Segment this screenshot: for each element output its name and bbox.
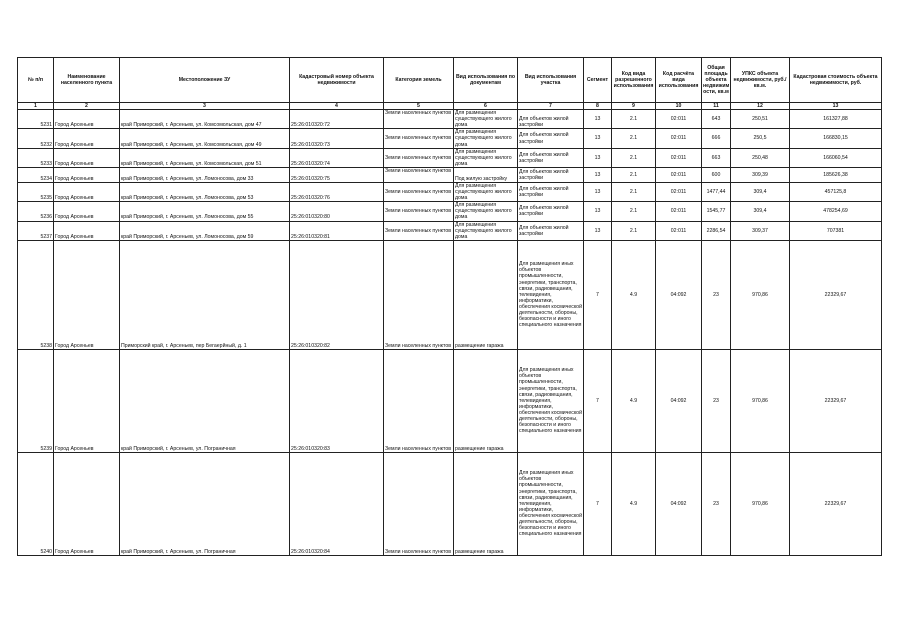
cell-use-code: 2.1 [612, 129, 656, 148]
cell-segment: 13 [584, 221, 612, 240]
cell-category: Земли населенных пунктов [384, 129, 454, 148]
header-cell: № п/п [18, 58, 54, 103]
table-row [18, 110, 882, 129]
cell-upks: 250,5 [731, 129, 790, 148]
cell-cost: 707381 [790, 221, 882, 240]
cell-cadastral-number: 25:26:010320:84 [290, 452, 384, 555]
cell-doc-use: Для размещения существующего жилого дома [454, 110, 518, 129]
cell-location: край Приморский, г. Арсеньев, ул. Пограничная [120, 452, 290, 555]
cell-actual-use: Для объектов жилой застройки [518, 221, 584, 240]
table-row [18, 202, 882, 221]
column-number: 3 [120, 103, 290, 110]
column-number: 2 [54, 103, 120, 110]
cell-city: Город Арсеньев [54, 452, 120, 555]
cell-area: 1477,44 [702, 182, 731, 201]
cell-cost: 22329,67 [790, 349, 882, 452]
cell-segment: 13 [584, 182, 612, 201]
cell-calc-code: 02:011 [656, 129, 702, 148]
cell-doc-use: размещение гаража [454, 240, 518, 349]
cell-use-code: 2.1 [612, 110, 656, 129]
cell-doc-use: Для размещения существующего жилого дома [454, 202, 518, 221]
cell-doc-use: Для размещения существующего жилого дома [454, 148, 518, 167]
cell-city: Город Арсеньев [54, 129, 120, 148]
cell-cost: 22329,67 [790, 240, 882, 349]
cell-doc-use: Под жилую застройку [454, 167, 518, 182]
header-cell: Код расчёта вида использования [656, 58, 702, 103]
cell-segment: 13 [584, 148, 612, 167]
cell-cadastral-number: 25:26:010320:72 [290, 110, 384, 129]
cell-city: Город Арсеньев [54, 110, 120, 129]
column-number: 8 [584, 103, 612, 110]
cell-calc-code: 02:011 [656, 167, 702, 182]
cell-segment: 13 [584, 110, 612, 129]
cell-cost: 22329,67 [790, 452, 882, 555]
cell-cost: 457125,8 [790, 182, 882, 201]
cell-area: 643 [702, 110, 731, 129]
cell-category: Земли населенных пунктов [384, 182, 454, 201]
cell-cadastral-number: 25:26:010320:73 [290, 129, 384, 148]
cell-calc-code: 02:011 [656, 182, 702, 201]
cell-location: край Приморский, г. Арсеньев, ул. Пограничная [120, 349, 290, 452]
cell-area: 600 [702, 167, 731, 182]
cell-location: край Приморский, г. Арсеньев, ул. Ломоносова, дом 55 [120, 202, 290, 221]
table-row [18, 240, 882, 349]
header-cell: Категория земель [384, 58, 454, 103]
cell-category: Земли населенных пунктов [384, 349, 454, 452]
cell-number: 5234 [18, 167, 54, 182]
cell-use-code: 2.1 [612, 202, 656, 221]
cell-calc-code: 04:092 [656, 349, 702, 452]
cell-use-code: 4.9 [612, 349, 656, 452]
cell-number: 5232 [18, 129, 54, 148]
cell-area: 1545,77 [702, 202, 731, 221]
cell-doc-use: Для размещения существующего жилого дома [454, 129, 518, 148]
cell-location: край Приморский, г. Арсеньев, ул. Комсомольская, дом 47 [120, 110, 290, 129]
cell-calc-code: 02:011 [656, 202, 702, 221]
cell-actual-use: Для объектов жилой застройки [518, 110, 584, 129]
cell-doc-use: Для размещения существующего жилого дома [454, 221, 518, 240]
cell-calc-code: 04:092 [656, 452, 702, 555]
cell-actual-use: Для объектов жилой застройки [518, 167, 584, 182]
cell-use-code: 2.1 [612, 221, 656, 240]
cell-number: 5237 [18, 221, 54, 240]
cell-category: Земли населенных пунктов [384, 167, 454, 182]
cell-area: 23 [702, 452, 731, 555]
cell-actual-use: Для объектов жилой застройки [518, 202, 584, 221]
cell-cadastral-number: 25:26:010320:76 [290, 182, 384, 201]
cell-area: 23 [702, 240, 731, 349]
cell-number: 5235 [18, 182, 54, 201]
cell-actual-use: Для размещения иных объектов промышленности, энергетики, транспорта, связи, радиовещания, телевидения, информатики, обеспечения космической деятельности, обороны, безопасности и иного специального назначения [518, 349, 584, 452]
header-cell: Кадастровая стоимость объекта недвижимости, руб. [790, 58, 882, 103]
cell-cost: 161327,88 [790, 110, 882, 129]
cell-cost: 478254,69 [790, 202, 882, 221]
cell-city: Город Арсеньев [54, 148, 120, 167]
column-number: 4 [290, 103, 384, 110]
cell-segment: 13 [584, 167, 612, 182]
cell-calc-code: 02:011 [656, 148, 702, 167]
cell-upks: 970,86 [731, 452, 790, 555]
column-number: 6 [454, 103, 518, 110]
cell-cadastral-number: 25:26:010320:74 [290, 148, 384, 167]
cell-upks: 250,48 [731, 148, 790, 167]
cell-doc-use: размещение гаража [454, 452, 518, 555]
cell-location: край Приморский, г. Арсеньев, ул. Ломоносова, дом 33 [120, 167, 290, 182]
cell-upks: 309,37 [731, 221, 790, 240]
cell-calc-code: 04:092 [656, 240, 702, 349]
cell-city: Город Арсеньев [54, 240, 120, 349]
cell-doc-use: размещение гаража [454, 349, 518, 452]
cell-city: Город Арсеньев [54, 182, 120, 201]
cell-city: Город Арсеньев [54, 221, 120, 240]
cell-area: 2286,54 [702, 221, 731, 240]
cell-use-code: 2.1 [612, 167, 656, 182]
cell-location: край Приморский, г. Арсеньев, ул. Ломоносова, дом 53 [120, 182, 290, 201]
cell-location: край Приморский, г. Арсеньев, ул. Ломоносова, дом 59 [120, 221, 290, 240]
cell-use-code: 2.1 [612, 148, 656, 167]
table-row [18, 182, 882, 201]
cell-number: 5238 [18, 240, 54, 349]
cell-upks: 309,39 [731, 167, 790, 182]
cell-segment: 13 [584, 202, 612, 221]
cell-cadastral-number: 25:26:010320:81 [290, 221, 384, 240]
cell-cost: 185626,38 [790, 167, 882, 182]
cell-actual-use: Для объектов жилой застройки [518, 148, 584, 167]
cell-cadastral-number: 25:26:010320:75 [290, 167, 384, 182]
column-number: 1 [18, 103, 54, 110]
cell-upks: 309,4 [731, 202, 790, 221]
header-cell: Местоположение ЗУ [120, 58, 290, 103]
cell-number: 5240 [18, 452, 54, 555]
cell-actual-use: Для размещения иных объектов промышленности, энергетики, транспорта, связи, радиовещания, телевидения, информатики, обеспечения космической деятельности, обороны, безопасности и иного специального назначения [518, 240, 584, 349]
cell-city: Город Арсеньев [54, 202, 120, 221]
header-cell: Сегмент [584, 58, 612, 103]
cell-upks: 970,86 [731, 240, 790, 349]
column-number: 13 [790, 103, 882, 110]
column-number: 11 [702, 103, 731, 110]
cell-use-code: 4.9 [612, 452, 656, 555]
cell-area: 666 [702, 129, 731, 148]
cell-segment: 7 [584, 240, 612, 349]
cell-category: Земли населенных пунктов [384, 202, 454, 221]
table-row [18, 148, 882, 167]
header-cell: Кадастровый номер объекта недвижимости [290, 58, 384, 103]
header-cell: Код вида разрешенного использования [612, 58, 656, 103]
column-number-row [18, 103, 882, 110]
cell-cost: 166830,15 [790, 129, 882, 148]
cell-cadastral-number: 25:26:010320:82 [290, 240, 384, 349]
column-number: 7 [518, 103, 584, 110]
cell-category: Земли населенных пунктов [384, 221, 454, 240]
cell-upks: 250,51 [731, 110, 790, 129]
cadastral-table [17, 57, 882, 556]
cell-area: 23 [702, 349, 731, 452]
cell-category: Земли населенных пунктов [384, 240, 454, 349]
cell-category: Земли населенных пунктов [384, 452, 454, 555]
cell-actual-use: Для объектов жилой застройки [518, 129, 584, 148]
cell-number: 5236 [18, 202, 54, 221]
cell-actual-use: Для размещения иных объектов промышленности, энергетики, транспорта, связи, радиовещания, телевидения, информатики, обеспечения космической деятельности, обороны, безопасности и иного специального назначения [518, 452, 584, 555]
cell-city: Город Арсеньев [54, 167, 120, 182]
cell-location: край Приморский, г. Арсеньев, ул. Комсомольская, дом 49 [120, 129, 290, 148]
cell-category: Земли населенных пунктов [384, 148, 454, 167]
cell-category: Земли населенных пунктов [384, 110, 454, 129]
column-number: 9 [612, 103, 656, 110]
cell-number: 5233 [18, 148, 54, 167]
cell-city: Город Арсеньев [54, 349, 120, 452]
header-cell: Вид использования участка [518, 58, 584, 103]
cell-location: Приморский край, г. Арсеньев, пер Бегаерйный, д. 1 [120, 240, 290, 349]
cell-upks: 309,4 [731, 182, 790, 201]
header-row [18, 58, 882, 103]
cell-use-code: 4.9 [612, 240, 656, 349]
table-row [18, 221, 882, 240]
cell-actual-use: Для объектов жилой застройки [518, 182, 584, 201]
column-number: 10 [656, 103, 702, 110]
cell-calc-code: 02:011 [656, 221, 702, 240]
table-row [18, 452, 882, 555]
cell-location: край Приморский, г. Арсеньев, ул. Комсомольская, дом 51 [120, 148, 290, 167]
cell-segment: 7 [584, 349, 612, 452]
cell-number: 5239 [18, 349, 54, 452]
column-number: 5 [384, 103, 454, 110]
header-cell: УПКС объекта недвижимости, руб./кв.м. [731, 58, 790, 103]
cell-calc-code: 02:011 [656, 110, 702, 129]
cell-cadastral-number: 25:26:010320:83 [290, 349, 384, 452]
cell-segment: 13 [584, 129, 612, 148]
cell-use-code: 2.1 [612, 182, 656, 201]
cell-doc-use: Для размещения существующего жилого дома [454, 182, 518, 201]
cell-upks: 970,86 [731, 349, 790, 452]
cell-cadastral-number: 25:26:010320:80 [290, 202, 384, 221]
table-row [18, 167, 882, 182]
header-cell: Наименование населенного пункта [54, 58, 120, 103]
cell-number: 5231 [18, 110, 54, 129]
header-cell: Общая площадь объекта недвижим ости, кв.м [702, 58, 731, 103]
column-number: 12 [731, 103, 790, 110]
cell-area: 663 [702, 148, 731, 167]
cell-cost: 166060,54 [790, 148, 882, 167]
table-row [18, 349, 882, 452]
table-row [18, 129, 882, 148]
cell-segment: 7 [584, 452, 612, 555]
header-cell: Вид использования по документам [454, 58, 518, 103]
